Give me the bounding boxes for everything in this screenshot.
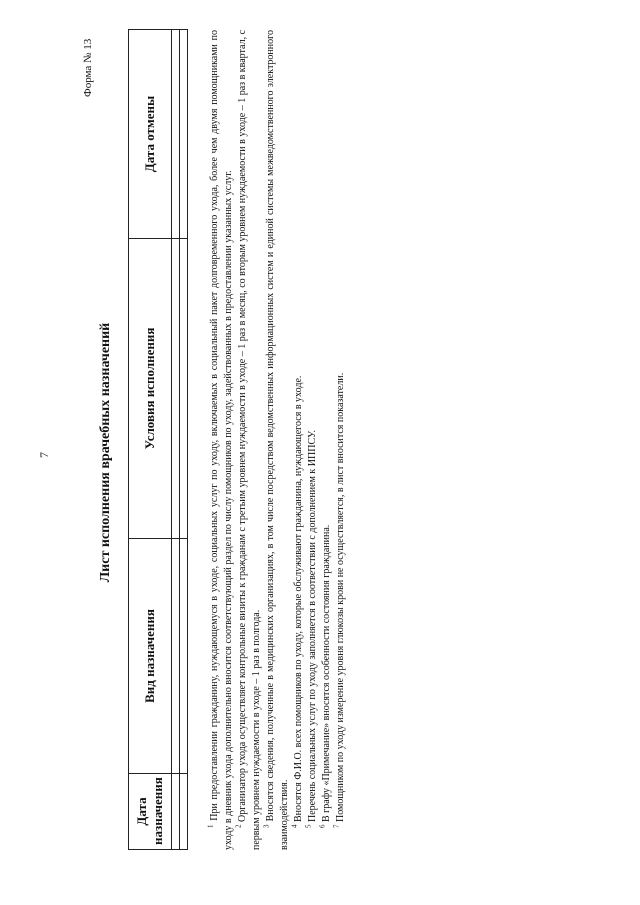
footnote-mark: 1 (206, 824, 215, 828)
header-execution-conditions: Условия исполнения (129, 239, 172, 539)
header-cancellation-date: Дата отмены (129, 30, 172, 239)
footnote-mark: 4 (290, 824, 299, 828)
footnote-text: При предоставлении гражданину, нуждающемуся в уходе, социальных услуг по уходу, включаемых в социальный пакет долговременного ухода, более чем двумя помощниками по уходу в дневник ухода дополнительно вносится соответствующий раздел по числу помощников по уходу, задействованных в предоставлении указанных услуг. (209, 30, 234, 850)
page-number: 7 (37, 452, 51, 458)
footnotes (208, 30, 348, 850)
footnote (208, 30, 236, 850)
table-cell (180, 239, 188, 539)
table-cell (172, 539, 180, 774)
footnote-mark: 2 (234, 824, 243, 828)
table-row (180, 30, 188, 850)
footnote (320, 30, 334, 850)
form-number: Форма № 13 (82, 38, 94, 97)
footnote (334, 30, 348, 850)
footnote-mark: 3 (262, 824, 271, 828)
prescriptions-table (128, 29, 188, 850)
table-cell (172, 239, 180, 539)
footnote-text: Помощником по уходу измерение уровня глюкозы крови не осуществляется, в лист вносится показатели. (335, 372, 346, 822)
footnote (306, 30, 320, 850)
table-cell (180, 774, 188, 850)
header-prescription-date: Дата назначения (129, 774, 172, 850)
footnote-text: Вносятся сведения, полученные в медицинских организациях, в том числе посредством ведомственных информационных систем и единой системы межведомственного электронного взаимодействия. (265, 30, 290, 850)
header-prescription-type: Вид назначения (129, 539, 172, 774)
footnote-text: Организатор ухода осуществляет контрольные визиты к гражданам с третьим уровнем нуждаемости в уходе – 1 раз в месяц, со вторым уровнем нуждаемости в уходе – 1 раз в квартал, с первым уровнем нуждаемости в уходе – 1 раз в полгода. (237, 29, 262, 850)
footnote-mark: 7 (332, 824, 341, 828)
table-cell (180, 539, 188, 774)
footnote-mark: 5 (304, 824, 313, 828)
table-header-row (129, 30, 172, 850)
footnote-mark: 6 (318, 824, 327, 828)
footnote-text: Вносятся Ф.И.О. всех помощников по уходу, которые обслуживают гражданина, нуждающегося в уходе. (293, 375, 304, 822)
footnote (292, 30, 306, 850)
footnote-text: Перечень социальных услуг по уходу заполняется в соответствии с дополнением к ИППСУ. (307, 430, 318, 822)
footnote-text: В графу «Примечание» вносятся особенности состояния гражданина. (321, 524, 332, 822)
table-row (172, 30, 180, 850)
table-cell (172, 30, 180, 239)
table-cell (180, 30, 188, 239)
document-title: Лист исполнения врачебных назначений (98, 322, 113, 583)
footnote (236, 30, 264, 850)
footnote (264, 30, 292, 850)
table-cell (172, 774, 180, 850)
